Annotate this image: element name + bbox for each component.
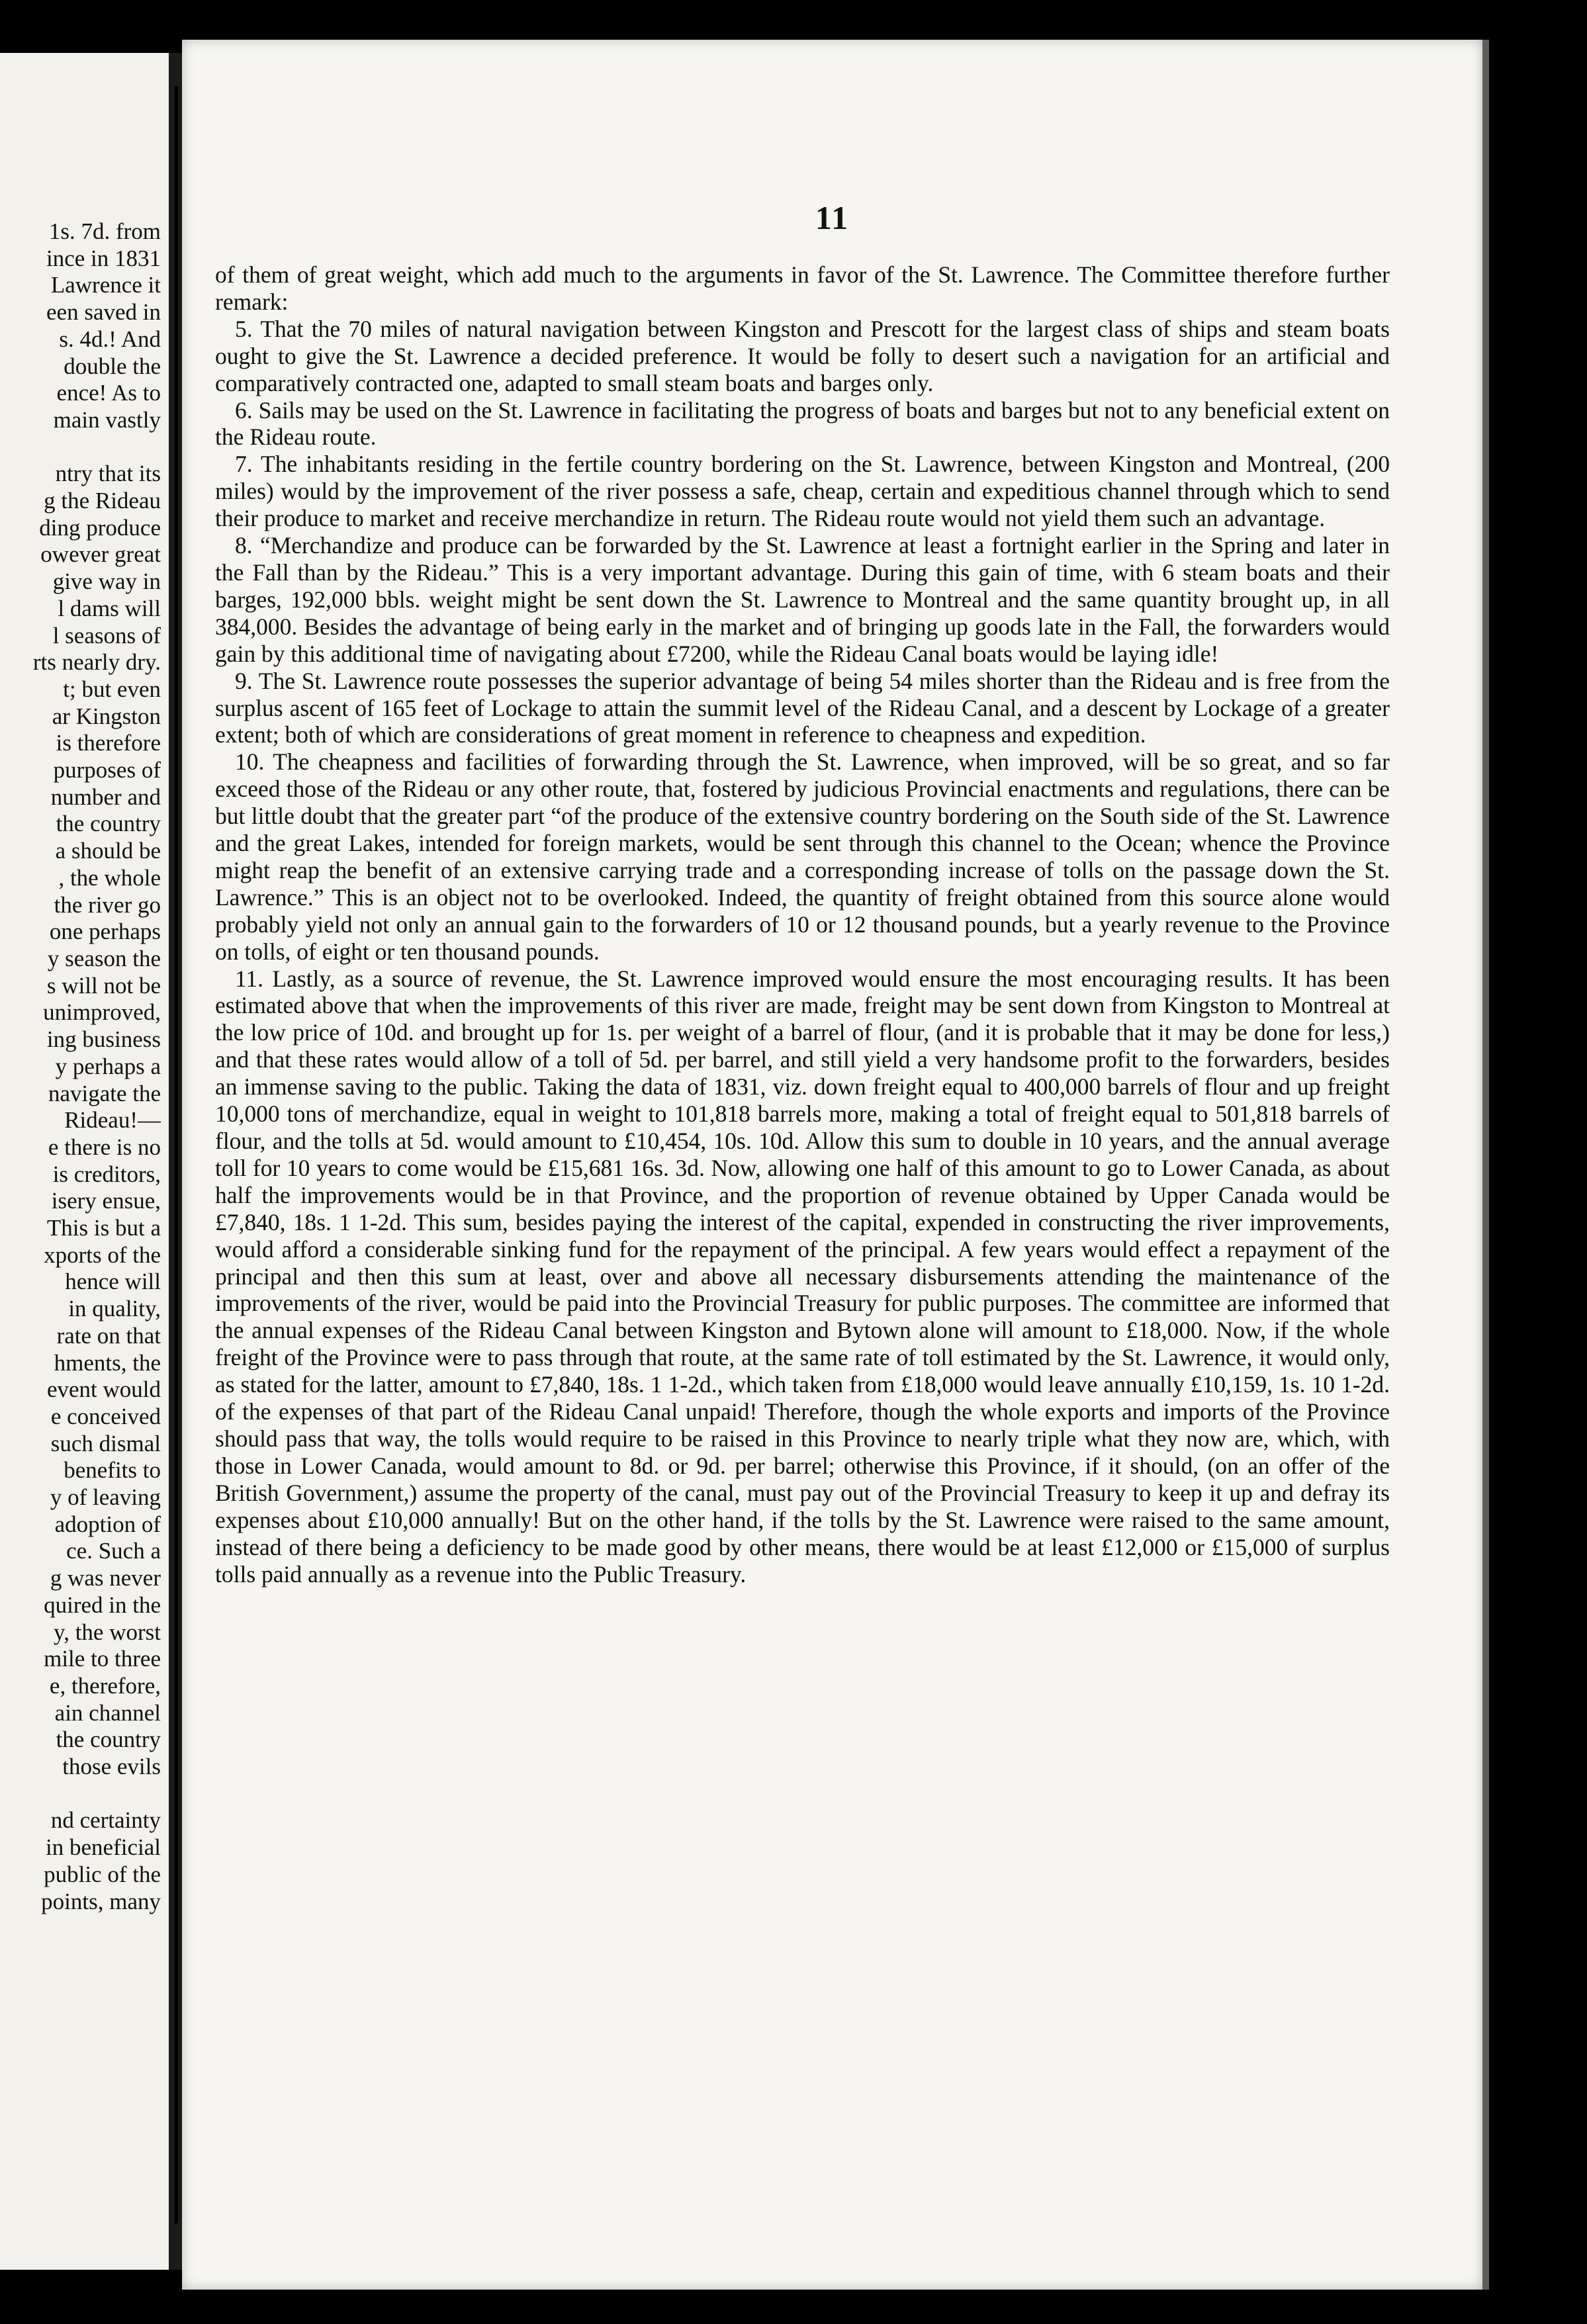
paragraph: 9. The St. Lawrence route possesses the superior advantage of being 54 miles shorter than the Rideau and is free from the surplus ascent of 165 feet of Lockage to attain the summit level of the Rideau Canal, and a descent by Lockage of a greater extent; both of which are considerations of great moment in reference to cheapness and expedition. (215, 667, 1390, 748)
left-fragment-line: hments, the (54, 1349, 161, 1376)
left-fragment-line: owever great (40, 541, 161, 568)
left-fragment-line: l dams will (58, 595, 161, 621)
left-fragment-line: This is but a (46, 1215, 161, 1241)
left-fragment-line: Lawrence it (50, 272, 161, 298)
left-fragment-line: main vastly (53, 406, 161, 433)
paragraph: 6. Sails may be used on the St. Lawrence in facilitating the progress of boats and barges but not to any beneficial extent on the Rideau route. (215, 396, 1390, 451)
left-fragment-line: 1s. 7d. from (48, 218, 161, 244)
page-body-text (215, 261, 1390, 1587)
left-fragment-line: l seasons of (52, 622, 161, 648)
left-fragment-line: e there is no (48, 1134, 161, 1160)
column-rule (175, 86, 178, 2223)
left-fragment-line: xports of the (44, 1241, 161, 1268)
left-fragment-line: one perhaps (49, 918, 161, 945)
left-fragment-line: e conceived (50, 1403, 161, 1429)
left-fragment-line: quired in the (44, 1591, 161, 1618)
left-fragment-line: ce. Such a (66, 1538, 161, 1564)
left-fragment-line: ence! As to (56, 380, 161, 406)
page-number: 11 (815, 199, 850, 236)
left-fragment-line: give way in (52, 568, 161, 595)
left-fragment-line: is therefore (56, 730, 161, 756)
left-fragment-line: public of the (44, 1861, 161, 1887)
left-fragment-line: ntry that its (55, 461, 161, 487)
paragraph: 10. The cheapness and facilities of forwarding through the St. Lawrence, when improved, will be so great, and so far exceed those of the Rideau or any other route, that, fostered by judicious Provincial enactments and regulations, there can be but little doubt that the greater part “of the produce of the extensive country bordering on the South side of the St. Lawrence and the great Lakes, intended for foreign markets, would be sent through this channel to the Ocean; whence the Province might reap the benefit of an extensive carrying trade and a corresponding increase of tolls on the passage down the St. Lawrence.” This is an object not to be overlooked. Indeed, the quantity of freight obtained from this source alone would probably yield not only an annual gain to the forwarders of 10 or 12 thousand pounds, but a yearly revenue to the Province on tolls, of eight or ten thousand pounds. (215, 748, 1390, 965)
left-fragment-line: rate on that (56, 1322, 161, 1349)
left-fragment-line: ince in 1831 (46, 245, 161, 271)
left-fragment-line: unimproved, (43, 999, 161, 1026)
left-fragment-line: , the whole (58, 864, 161, 891)
left-fragment-line: double the (64, 353, 161, 379)
left-fragment-line: such dismal (50, 1430, 161, 1456)
left-fragment-line: navigate the (48, 1080, 161, 1106)
left-fragment-line: event would (46, 1376, 161, 1403)
left-fragment-line: isery ensue, (51, 1188, 161, 1214)
paragraph: 7. The inhabitants residing in the fertile country bordering on the St. Lawrence, between Kingston and Montreal, (200 miles) would by the improvement of the river possess a safe, cheap, certain and expeditious channel through which to send their produce to market and receive merchandize in return. The Rideau route would not yield them such an advantage. (215, 451, 1390, 532)
left-fragment-line: the country (56, 1726, 161, 1753)
left-fragment-line: is creditors, (52, 1161, 161, 1187)
left-fragment-line: in quality, (68, 1296, 161, 1322)
left-fragment-line: g the Rideau (44, 488, 161, 514)
left-fragment-line: een saved in (46, 299, 161, 326)
page-edge (1482, 40, 1489, 2290)
left-fragment-line: rts nearly dry. (32, 649, 161, 676)
left-fragment-line: points, many (41, 1888, 161, 1914)
paragraph: 5. That the 70 miles of natural navigation between Kingston and Prescott for the largest class of ships and steam boats ought to give the St. Lawrence a decided preference. It would be folly to desert such a navigation for an artificial and comparatively contracted one, adapted to small steam boats and barges only. (215, 315, 1390, 396)
left-fragment-line: y perhaps a (55, 1053, 161, 1079)
left-page-text-lines (2, 218, 161, 1915)
left-fragment-line: Rideau!— (64, 1107, 161, 1134)
paragraph: 8. “Merchandize and produce can be forwarded by the St. Lawrence at least a fortnight earlier in the Spring and later in the Fall than by the Rideau.” This is a very important advantage. During this gain of time, with 6 steam boats and their barges, 192,000 bbls. weight might be sent down the St. Lawrence to Montreal and the same quantity brought up, in all 384,000. Besides the advantage of being early in the market and of bringing up goods late in the Fall, the forwarders would gain by this additional time of navigating about £7200, while the Rideau Canal boats would be laying idle! (215, 532, 1390, 667)
left-fragment-line: s. 4d.! And (59, 326, 161, 352)
left-fragment-line: g was never (50, 1565, 161, 1591)
left-fragment-line: e, therefore, (49, 1672, 161, 1699)
left-fragment-line: mile to three (44, 1646, 161, 1672)
left-fragment-line: s will not be (46, 972, 161, 999)
main-page (182, 40, 1482, 2290)
left-fragment-line: nd certainty (50, 1807, 161, 1834)
left-fragment-line: t; but even (63, 676, 161, 702)
left-fragment-line (2, 434, 161, 461)
left-fragment-line: ar Kingston (52, 703, 161, 729)
left-fragment-line: number and (50, 783, 161, 810)
left-fragment-line: y season the (47, 945, 161, 971)
left-fragment-line: y of leaving (50, 1484, 161, 1511)
left-fragment-line: those evils (62, 1754, 161, 1780)
left-fragment-line: a should be (55, 838, 161, 864)
left-fragment-line: adoption of (54, 1511, 161, 1537)
left-page-fragment (0, 53, 169, 2270)
left-fragment-line: the river go (54, 891, 161, 918)
left-fragment-line: y, the worst (53, 1619, 161, 1645)
paragraph: 11. Lastly, as a source of revenue, the St. Lawrence improved would ensure the most encouraging results. It has been estimated above that when the improvements of this river are made, freight may be sent down from Kingston to Montreal at the low price of 10d. and brought up for 1s. per weight of a barrel of flour, (and it is probable that it may be done for less,) and that these rates would allow of a toll of 5d. per barrel, and still yield a very handsome profit to the forwarders, besides an immense saving to the public. Taking the data of 1831, viz. down freight equal to 400,000 barrels of flour and up freight 10,000 tons of merchandize, equal in weight to 101,818 barrels more, making a total of freight equal to 501,818 barrels of flour, and the tolls at 5d. would amount to £10,454, 10s. 10d. Allow this sum to double in 10 years, and the annual average toll for 10 years to come would be £15,681 16s. 3d. Now, allowing one half of this amount to go to Lower Canada, as about half the improvements would be in that Province, and the proportion of revenue obtained by Upper Canada would be £7,840, 18s. 1 1-2d. This sum, besides paying the interest of the capital, expended in constructing the river improvements, would afford a considerable sinking fund for the repayment of the principal. A few years would effect a repayment of the principal and then this sum at least, over and above all necessary disbursements attending the maintenance of the improvements of the river, would be paid into the Provincial Treasury for public purposes. The committee are informed that the annual expenses of the Rideau Canal between Kingston and Bytown alone will amount to £18,000. Now, if the whole freight of the Province were to pass through that route, at the same rate of toll estimated by the St. Lawrence, it would only, as stated for the latter, amount to £7,840, 18s. 1 1-2d., which taken from £18,000 would leave annually £10,159, 1s. 10 1-2d. of the expenses of that part of the Rideau Canal unpaid! Therefore, though the whole exports and imports of the Province should pass that way, the tolls would require to be raised in this Province to nearly triple what they now are, which, with those in Lower Canada, would amount to 8d. or 9d. per barrel; otherwise this Province, if it should, (on an offer of the British Government,) assume the property of the canal, must pay out of the Provincial Treasury to keep it up and defray its expenses about £10,000 annually! But on the other hand, if the tolls by the St. Lawrence were raised to the same amount, instead of there being a deficiency to be made good by other means, there would be at least £12,000 or £15,000 of surplus tolls paid annually as a revenue into the Public Treasury. (215, 965, 1390, 1587)
left-fragment-line: in beneficial (46, 1834, 161, 1861)
left-fragment-line: hence will (65, 1269, 161, 1295)
left-fragment-line: the country (56, 811, 161, 837)
left-fragment-line: ing business (46, 1026, 161, 1053)
left-fragment-line: ain channel (54, 1699, 161, 1726)
paragraph: of them of great weight, which add much to the arguments in favor of the St. Lawrence. The Committee therefore further remark: (215, 261, 1390, 315)
left-fragment-line: purposes of (53, 757, 161, 783)
left-fragment-line (2, 1781, 161, 1808)
left-fragment-line: ding produce (39, 514, 161, 541)
left-fragment-line: benefits to (64, 1457, 161, 1484)
